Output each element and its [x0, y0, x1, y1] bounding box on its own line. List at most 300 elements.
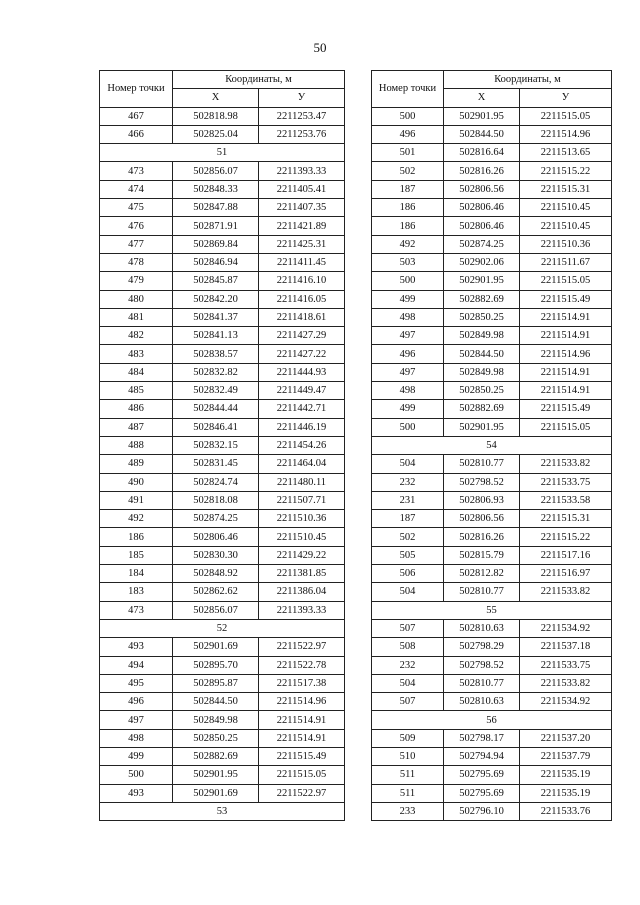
x-coordinate-cell: 502830.30	[173, 546, 259, 564]
x-coordinate-cell: 502841.37	[173, 308, 259, 326]
table-row	[100, 638, 345, 656]
x-coordinate-cell: 502847.88	[173, 199, 259, 217]
x-coordinate-cell: 502798.17	[444, 729, 520, 747]
x-coordinate-cell: 502831.45	[173, 455, 259, 473]
x-coordinate-cell: 502901.95	[444, 418, 520, 436]
x-coordinate-cell: 502798.52	[444, 473, 520, 491]
x-coordinate-cell: 502882.69	[444, 290, 520, 308]
point-number-cell: 507	[372, 693, 444, 711]
table-row	[100, 729, 345, 747]
x-coordinate-cell: 502810.63	[444, 693, 520, 711]
point-number-cell: 477	[100, 235, 173, 253]
y-coordinate-cell: 2211393.33	[259, 601, 345, 619]
x-coordinate-cell: 502816.26	[444, 528, 520, 546]
x-coordinate-cell: 502806.93	[444, 491, 520, 509]
point-number-cell: 482	[100, 327, 173, 345]
x-coordinate-cell: 502818.98	[173, 107, 259, 125]
point-number-cell: 508	[372, 638, 444, 656]
coordinates-header: Координаты, м	[444, 71, 612, 89]
table-row	[372, 162, 612, 180]
point-number-cell: 497	[372, 363, 444, 381]
table-row	[100, 565, 345, 583]
table-row	[100, 656, 345, 674]
table-row	[100, 345, 345, 363]
table-row	[372, 308, 612, 326]
y-coordinate-cell: 2211514.91	[520, 363, 612, 381]
table-row	[372, 345, 612, 363]
point-number-cell: 511	[372, 766, 444, 784]
table-row	[372, 199, 612, 217]
table-row	[372, 619, 612, 637]
x-coordinate-cell: 502895.70	[173, 656, 259, 674]
x-coordinate-cell: 502841.13	[173, 327, 259, 345]
point-number-cell: 498	[372, 308, 444, 326]
y-coordinate-cell: 2211516.97	[520, 565, 612, 583]
table-row	[100, 400, 345, 418]
y-coordinate-cell: 2211515.22	[520, 162, 612, 180]
point-number-cell: 498	[372, 382, 444, 400]
x-coordinate-cell: 502810.63	[444, 619, 520, 637]
table-row	[100, 601, 345, 619]
x-coordinate-cell: 502806.46	[444, 217, 520, 235]
table-row	[372, 638, 612, 656]
y-coordinate-cell: 2211418.61	[259, 308, 345, 326]
table-row	[372, 510, 612, 528]
table-row	[100, 217, 345, 235]
table-row	[100, 327, 345, 345]
table-row	[100, 766, 345, 784]
section-row	[372, 711, 612, 729]
x-coordinate-cell: 502871.91	[173, 217, 259, 235]
point-number-cell: 500	[372, 418, 444, 436]
table-row	[372, 693, 612, 711]
y-coordinate-cell: 2211515.31	[520, 180, 612, 198]
point-number-cell: 485	[100, 382, 173, 400]
x-coordinate-cell: 502882.69	[444, 400, 520, 418]
y-coordinate-cell: 2211535.19	[520, 766, 612, 784]
x-coordinate-cell: 502816.26	[444, 162, 520, 180]
y-coordinate-cell: 2211393.33	[259, 162, 345, 180]
point-number-cell: 504	[372, 674, 444, 692]
table-row	[100, 199, 345, 217]
point-number-header: Номер точки	[372, 71, 444, 108]
table-row	[100, 693, 345, 711]
y-coordinate-cell: 2211411.45	[259, 253, 345, 271]
point-number-header: Номер точки	[100, 71, 173, 108]
table-body	[372, 107, 612, 821]
y-coordinate-cell: 2211510.36	[520, 235, 612, 253]
y-coordinate-cell: 2211515.31	[520, 510, 612, 528]
y-coordinate-cell: 2211522.78	[259, 656, 345, 674]
coordinates-header: Координаты, м	[173, 71, 345, 89]
table-row	[372, 253, 612, 271]
point-number-cell: 498	[100, 729, 173, 747]
y-coordinate-cell: 2211514.96	[259, 693, 345, 711]
x-coordinate-cell: 502869.84	[173, 235, 259, 253]
point-number-cell: 499	[372, 290, 444, 308]
table-row	[372, 290, 612, 308]
point-number-cell: 486	[100, 400, 173, 418]
x-coordinate-cell: 502901.69	[173, 784, 259, 802]
y-coordinate-cell: 2211533.58	[520, 491, 612, 509]
table-row	[372, 125, 612, 143]
y-coordinate-cell: 2211515.49	[520, 400, 612, 418]
y-coordinate-cell: 2211454.26	[259, 436, 345, 454]
point-number-cell: 185	[100, 546, 173, 564]
point-number-cell: 499	[372, 400, 444, 418]
x-coordinate-cell: 502849.98	[444, 327, 520, 345]
point-number-cell: 504	[372, 583, 444, 601]
point-number-cell: 478	[100, 253, 173, 271]
section-number: 56	[372, 711, 612, 729]
x-coordinate-cell: 502901.95	[444, 107, 520, 125]
table-row	[100, 418, 345, 436]
x-coordinate-cell: 502901.95	[173, 766, 259, 784]
x-coordinate-cell: 502895.87	[173, 674, 259, 692]
x-coordinate-cell: 502806.56	[444, 510, 520, 528]
y-coordinate-cell: 2211533.75	[520, 473, 612, 491]
table-row	[372, 235, 612, 253]
point-number-cell: 476	[100, 217, 173, 235]
point-number-cell: 186	[100, 528, 173, 546]
x-coordinate-cell: 502832.49	[173, 382, 259, 400]
section-row	[372, 601, 612, 619]
y-coordinate-cell: 2211515.49	[520, 290, 612, 308]
coordinates-table-right	[371, 70, 612, 821]
y-coordinate-cell: 2211480.11	[259, 473, 345, 491]
x-coordinate-cell: 502798.52	[444, 656, 520, 674]
x-coordinate-cell: 502844.50	[444, 345, 520, 363]
point-number-cell: 495	[100, 674, 173, 692]
table-row	[372, 802, 612, 820]
y-column-header: У	[520, 89, 612, 107]
table-row	[100, 473, 345, 491]
point-number-cell: 502	[372, 528, 444, 546]
x-coordinate-cell: 502832.82	[173, 363, 259, 381]
y-coordinate-cell: 2211442.71	[259, 400, 345, 418]
x-coordinate-cell: 502848.33	[173, 180, 259, 198]
section-row	[100, 802, 345, 820]
table-row	[100, 491, 345, 509]
point-number-cell: 484	[100, 363, 173, 381]
point-number-cell: 489	[100, 455, 173, 473]
y-coordinate-cell: 2211534.92	[520, 693, 612, 711]
point-number-cell: 481	[100, 308, 173, 326]
table-row	[372, 674, 612, 692]
point-number-cell: 500	[100, 766, 173, 784]
x-coordinate-cell: 502816.64	[444, 144, 520, 162]
y-coordinate-cell: 2211421.89	[259, 217, 345, 235]
table-row	[372, 180, 612, 198]
table-row	[100, 528, 345, 546]
x-coordinate-cell: 502850.25	[173, 729, 259, 747]
y-coordinate-cell: 2211515.05	[259, 766, 345, 784]
x-coordinate-cell: 502832.15	[173, 436, 259, 454]
table-row	[372, 546, 612, 564]
table-row	[372, 656, 612, 674]
x-coordinate-cell: 502824.74	[173, 473, 259, 491]
point-number-cell: 473	[100, 162, 173, 180]
point-number-cell: 497	[372, 327, 444, 345]
y-coordinate-cell: 2211416.10	[259, 272, 345, 290]
table-row	[100, 436, 345, 454]
y-coordinate-cell: 2211511.67	[520, 253, 612, 271]
point-number-cell: 232	[372, 473, 444, 491]
point-number-cell: 492	[100, 510, 173, 528]
point-number-cell: 507	[372, 619, 444, 637]
point-number-cell: 475	[100, 199, 173, 217]
x-coordinate-cell: 502806.56	[444, 180, 520, 198]
x-coordinate-cell: 502846.41	[173, 418, 259, 436]
point-number-cell: 502	[372, 162, 444, 180]
point-number-cell: 474	[100, 180, 173, 198]
y-coordinate-cell: 2211386.04	[259, 583, 345, 601]
table-row	[372, 272, 612, 290]
y-coordinate-cell: 2211427.22	[259, 345, 345, 363]
point-number-cell: 509	[372, 729, 444, 747]
point-number-cell: 488	[100, 436, 173, 454]
table-row	[100, 253, 345, 271]
y-coordinate-cell: 2211510.45	[259, 528, 345, 546]
y-coordinate-cell: 2211515.05	[520, 272, 612, 290]
x-coordinate-cell: 502825.04	[173, 125, 259, 143]
x-coordinate-cell: 502806.46	[173, 528, 259, 546]
point-number-cell: 466	[100, 125, 173, 143]
point-number-cell: 186	[372, 199, 444, 217]
table-row	[372, 747, 612, 765]
x-coordinate-cell: 502798.29	[444, 638, 520, 656]
point-number-cell: 480	[100, 290, 173, 308]
x-coordinate-cell: 502849.98	[444, 363, 520, 381]
y-coordinate-cell: 2211537.20	[520, 729, 612, 747]
point-number-cell: 499	[100, 747, 173, 765]
x-coordinate-cell: 502849.98	[173, 711, 259, 729]
x-coordinate-cell: 502848.92	[173, 565, 259, 583]
point-number-cell: 493	[100, 784, 173, 802]
table-row	[372, 107, 612, 125]
y-coordinate-cell: 2211515.49	[259, 747, 345, 765]
y-coordinate-cell: 2211510.36	[259, 510, 345, 528]
table-row	[100, 546, 345, 564]
x-coordinate-cell: 502796.10	[444, 802, 520, 820]
section-row	[100, 619, 345, 637]
table-row	[372, 528, 612, 546]
point-number-cell: 510	[372, 747, 444, 765]
x-coordinate-cell: 502844.44	[173, 400, 259, 418]
x-coordinate-cell: 502795.69	[444, 766, 520, 784]
table-row	[372, 729, 612, 747]
table-row	[372, 363, 612, 381]
y-coordinate-cell: 2211522.97	[259, 638, 345, 656]
y-coordinate-cell: 2211513.65	[520, 144, 612, 162]
table-row	[372, 382, 612, 400]
point-number-cell: 500	[372, 272, 444, 290]
table-row	[100, 272, 345, 290]
table-row	[100, 235, 345, 253]
table-row	[372, 400, 612, 418]
table-row	[100, 784, 345, 802]
y-coordinate-cell: 2211515.05	[520, 107, 612, 125]
y-coordinate-cell: 2211537.79	[520, 747, 612, 765]
table-row	[372, 418, 612, 436]
point-number-cell: 491	[100, 491, 173, 509]
y-coordinate-cell: 2211537.18	[520, 638, 612, 656]
x-coordinate-cell: 502812.82	[444, 565, 520, 583]
y-coordinate-cell: 2211514.91	[520, 308, 612, 326]
x-coordinate-cell: 502850.25	[444, 308, 520, 326]
x-coordinate-cell: 502842.20	[173, 290, 259, 308]
y-coordinate-cell: 2211533.82	[520, 455, 612, 473]
point-number-cell: 186	[372, 217, 444, 235]
x-coordinate-cell: 502901.95	[444, 272, 520, 290]
point-number-cell: 183	[100, 583, 173, 601]
point-number-cell: 493	[100, 638, 173, 656]
y-coordinate-cell: 2211514.96	[520, 125, 612, 143]
y-coordinate-cell: 2211515.22	[520, 528, 612, 546]
y-coordinate-cell: 2211253.47	[259, 107, 345, 125]
table-row	[100, 180, 345, 198]
table-row	[100, 363, 345, 381]
table-body	[100, 107, 345, 821]
point-number-cell: 184	[100, 565, 173, 583]
point-number-cell: 490	[100, 473, 173, 491]
y-coordinate-cell: 2211533.75	[520, 656, 612, 674]
x-column-header: X	[444, 89, 520, 107]
table-row	[100, 510, 345, 528]
point-number-cell: 511	[372, 784, 444, 802]
table-row	[372, 327, 612, 345]
y-coordinate-cell: 2211510.45	[520, 199, 612, 217]
table-row	[372, 766, 612, 784]
point-number-cell: 505	[372, 546, 444, 564]
y-coordinate-cell: 2211514.96	[520, 345, 612, 363]
table-row	[100, 674, 345, 692]
y-column-header: У	[259, 89, 345, 107]
y-coordinate-cell: 2211427.29	[259, 327, 345, 345]
point-number-cell: 497	[100, 711, 173, 729]
y-coordinate-cell: 2211533.76	[520, 802, 612, 820]
y-coordinate-cell: 2211429.22	[259, 546, 345, 564]
table-row	[372, 473, 612, 491]
page-number: 50	[313, 40, 327, 55]
x-coordinate-cell: 502902.06	[444, 253, 520, 271]
y-coordinate-cell: 2211515.05	[520, 418, 612, 436]
point-number-cell: 506	[372, 565, 444, 583]
y-coordinate-cell: 2211444.93	[259, 363, 345, 381]
y-coordinate-cell: 2211253.76	[259, 125, 345, 143]
x-coordinate-cell: 502806.46	[444, 199, 520, 217]
point-number-cell: 467	[100, 107, 173, 125]
table-row	[372, 491, 612, 509]
x-coordinate-cell: 502844.50	[444, 125, 520, 143]
table-row	[100, 711, 345, 729]
point-number-cell: 496	[372, 125, 444, 143]
x-coordinate-cell: 502874.25	[444, 235, 520, 253]
x-coordinate-cell: 502862.62	[173, 583, 259, 601]
y-coordinate-cell: 2211464.04	[259, 455, 345, 473]
y-coordinate-cell: 2211514.91	[520, 382, 612, 400]
y-coordinate-cell: 2211449.47	[259, 382, 345, 400]
table-row	[100, 290, 345, 308]
x-coordinate-cell: 502845.87	[173, 272, 259, 290]
table-row	[372, 144, 612, 162]
y-coordinate-cell: 2211510.45	[520, 217, 612, 235]
point-number-cell: 187	[372, 180, 444, 198]
section-row	[100, 144, 345, 162]
y-coordinate-cell: 2211533.82	[520, 583, 612, 601]
y-coordinate-cell: 2211416.05	[259, 290, 345, 308]
point-number-cell: 503	[372, 253, 444, 271]
table-row	[372, 455, 612, 473]
y-coordinate-cell: 2211517.38	[259, 674, 345, 692]
y-coordinate-cell: 2211535.19	[520, 784, 612, 802]
point-number-cell: 492	[372, 235, 444, 253]
section-number: 51	[100, 144, 345, 162]
section-number: 53	[100, 802, 345, 820]
table-row	[100, 125, 345, 143]
table-row	[100, 308, 345, 326]
x-coordinate-cell: 502856.07	[173, 162, 259, 180]
point-number-cell: 483	[100, 345, 173, 363]
table-row	[372, 565, 612, 583]
point-number-cell: 233	[372, 802, 444, 820]
y-coordinate-cell: 2211425.31	[259, 235, 345, 253]
point-number-cell: 473	[100, 601, 173, 619]
x-coordinate-cell: 502882.69	[173, 747, 259, 765]
y-coordinate-cell: 2211514.91	[259, 711, 345, 729]
x-coordinate-cell: 502810.77	[444, 674, 520, 692]
table-row	[100, 747, 345, 765]
point-number-cell: 496	[372, 345, 444, 363]
table-row	[100, 455, 345, 473]
x-coordinate-cell: 502794.94	[444, 747, 520, 765]
y-coordinate-cell: 2211507.71	[259, 491, 345, 509]
y-coordinate-cell: 2211534.92	[520, 619, 612, 637]
point-number-cell: 504	[372, 455, 444, 473]
table-row	[372, 583, 612, 601]
point-number-cell: 487	[100, 418, 173, 436]
coordinates-table-left	[99, 70, 345, 821]
x-coordinate-cell: 502810.77	[444, 455, 520, 473]
section-number: 55	[372, 601, 612, 619]
point-number-cell: 501	[372, 144, 444, 162]
y-coordinate-cell: 2211446.19	[259, 418, 345, 436]
y-coordinate-cell: 2211405.41	[259, 180, 345, 198]
x-coordinate-cell: 502901.69	[173, 638, 259, 656]
section-number: 52	[100, 619, 345, 637]
table-row	[100, 382, 345, 400]
x-column-header: X	[173, 89, 259, 107]
table-row	[100, 162, 345, 180]
section-number: 54	[372, 436, 612, 454]
y-coordinate-cell: 2211522.97	[259, 784, 345, 802]
x-coordinate-cell: 502874.25	[173, 510, 259, 528]
x-coordinate-cell: 502818.08	[173, 491, 259, 509]
point-number-cell: 500	[372, 107, 444, 125]
y-coordinate-cell: 2211517.16	[520, 546, 612, 564]
x-coordinate-cell: 502838.57	[173, 345, 259, 363]
point-number-cell: 479	[100, 272, 173, 290]
y-coordinate-cell: 2211514.91	[520, 327, 612, 345]
x-coordinate-cell: 502856.07	[173, 601, 259, 619]
table-row	[100, 583, 345, 601]
section-row	[372, 436, 612, 454]
point-number-cell: 231	[372, 491, 444, 509]
point-number-cell: 496	[100, 693, 173, 711]
y-coordinate-cell: 2211381.85	[259, 565, 345, 583]
x-coordinate-cell: 502810.77	[444, 583, 520, 601]
point-number-cell: 494	[100, 656, 173, 674]
